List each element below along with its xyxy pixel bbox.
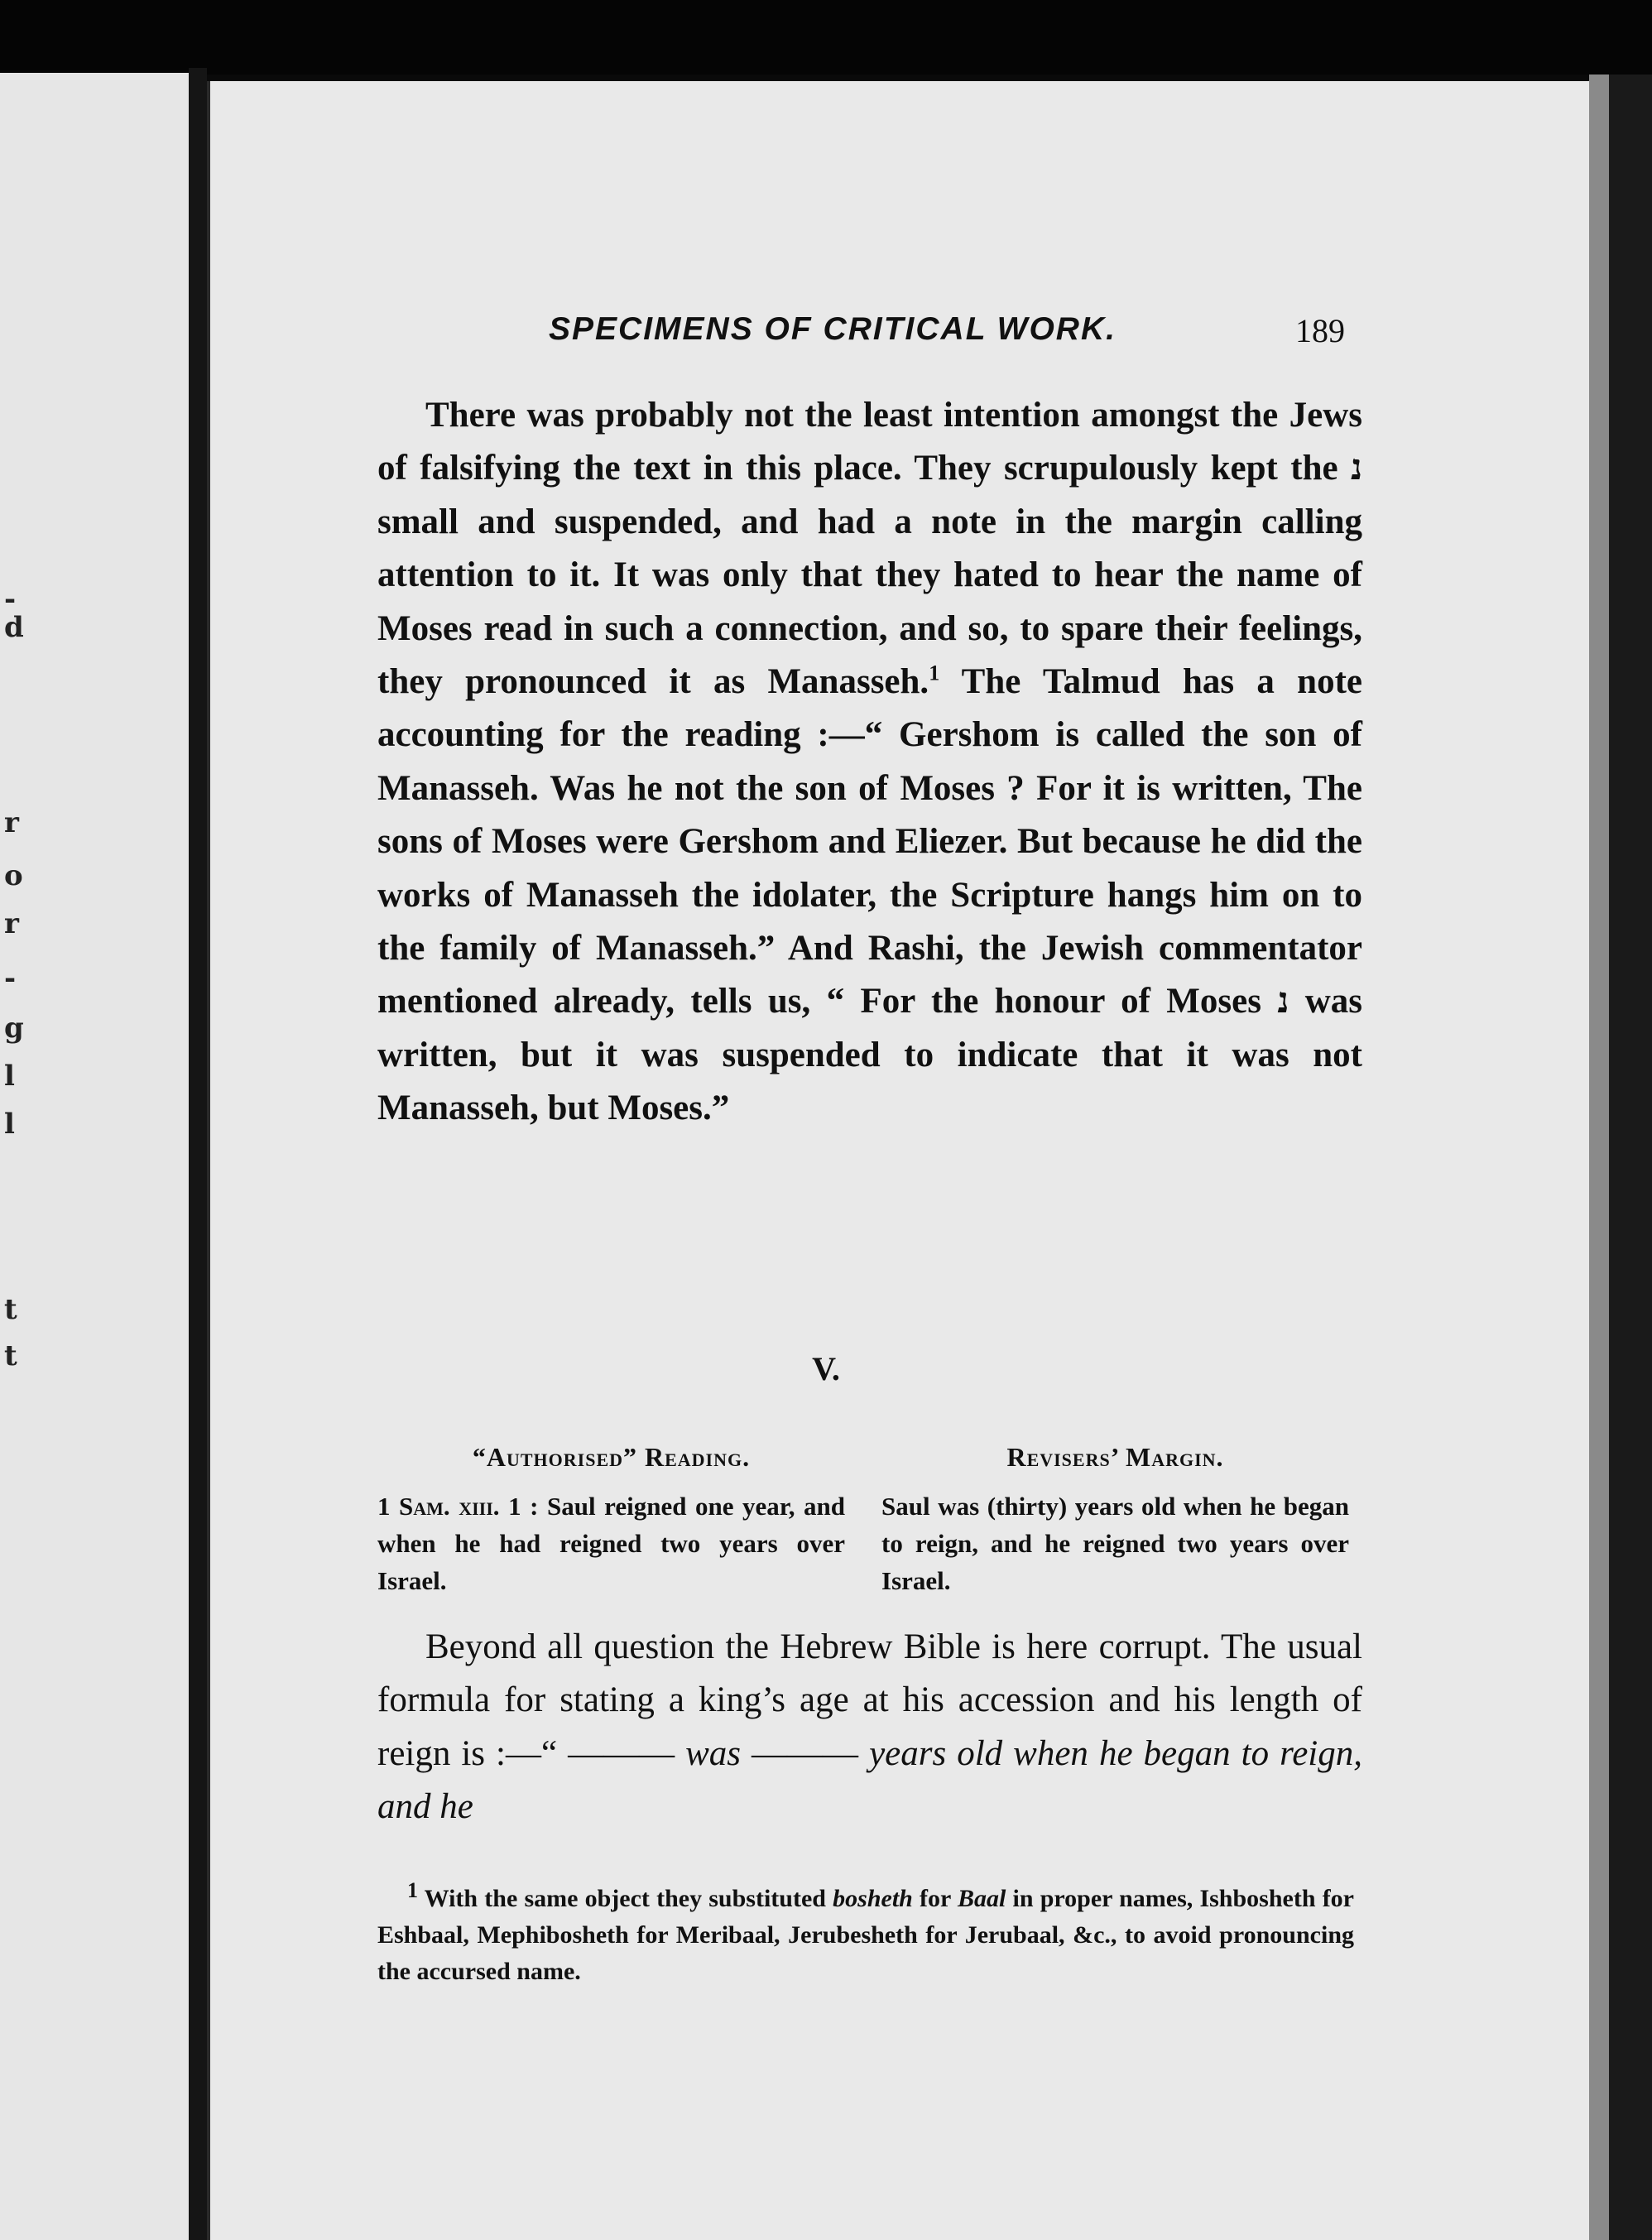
facing-page-fragment: t [4, 1339, 17, 1372]
paragraph-text: Beyond all question the Hebrew Bible is here corrupt. The usual formula for stating a king’s age at his accession and his length of reign is :—“ ——— [377, 1627, 1362, 1773]
paragraph-italic: years old when he began to reign, and he [377, 1733, 1363, 1827]
footnote [377, 1878, 1354, 1990]
footnote-italic: Baal [957, 1885, 1006, 1912]
revisers-margin-column [881, 1439, 1349, 1599]
column-text-body: Saul reigned one year, and when he had reigned two years over Israel. [377, 1492, 845, 1595]
authorised-reading-column [377, 1439, 845, 1599]
facing-page-fragment: - [4, 962, 17, 995]
running-head: SPECIMENS OF CRITICAL WORK. [549, 311, 1117, 347]
facing-page-fragment: r [4, 907, 19, 940]
section-number: V. [812, 1350, 840, 1387]
page-header [549, 311, 1345, 361]
facing-page-fragment: o [4, 859, 23, 892]
book-gutter [189, 68, 207, 2240]
footnote-marker: 1 [407, 1878, 418, 1902]
paragraph-text: The Talmud has a note accounting for the reading :—“ Gershom is called the son of Manasseh. Was he not the son of Moses ? For it is written, The sons of Moses were Gershom and Eliezer. But because he did the works of Manasseh the idolater, the Scripture hangs him on to the family of Manasseh.” And Rashi, the Jewish commentator mentioned already, tells us, “ For the honour of Moses נ was written, but it was suspended to indicate that it was not Manasseh, but Moses.” [377, 662, 1363, 1128]
facing-page-fragment: r [4, 806, 19, 839]
paragraph-text: There was probably not the least intention amongst the Jews of falsifying the text in this place. They scrupulously kept the נ small and suspended, and had a note in the margin calling attention to it. It was only that they hated to hear the name of Moses read in such a connection, and so, to spare their feelings, they pronounced it as Manasseh. [377, 396, 1362, 702]
paragraph-italic: was [685, 1733, 742, 1773]
column-heading: “Authorised” Reading. [472, 1442, 751, 1472]
column-text [377, 1488, 845, 1599]
footnote-text: in proper names, Ishbosheth for Eshbaal, Mephibosheth for Meribaal, Jerubesheth for Jerubaal, &c., to avoid pronouncing the accursed name. [377, 1885, 1354, 1985]
book-cover-edge [1589, 75, 1652, 2240]
page-number: 189 [1295, 312, 1345, 349]
facing-page-fragment: l [4, 1108, 15, 1141]
paragraph-text: ——— [741, 1733, 870, 1773]
footnote-text: for [912, 1885, 958, 1912]
footnote-italic: bosheth [833, 1885, 913, 1912]
scripture-reference: 1 Sam. xiii. 1 : [377, 1492, 539, 1521]
facing-page-fragment: l [4, 1060, 15, 1093]
paragraph-gershom [377, 389, 1362, 1136]
footnote-reference: 1 [929, 661, 940, 685]
column-text: Saul was (thirty) years old when he began to reign, and he reigned two years over Israel. [881, 1492, 1349, 1595]
page-stack-edge [1589, 75, 1609, 2240]
paragraph-corrupt-text [377, 1621, 1362, 1834]
column-heading: Revisers’ Margin. [1006, 1442, 1224, 1472]
facing-page-fragment: d [4, 611, 24, 644]
facing-page-edge [0, 73, 194, 2240]
facing-page-fragment: g [4, 1012, 24, 1045]
footnote-text: With the same object they substituted [418, 1885, 833, 1912]
facing-page-fragment: - [4, 583, 17, 616]
facing-page-fragment: t [4, 1293, 17, 1326]
scan-top-border [0, 0, 1652, 75]
